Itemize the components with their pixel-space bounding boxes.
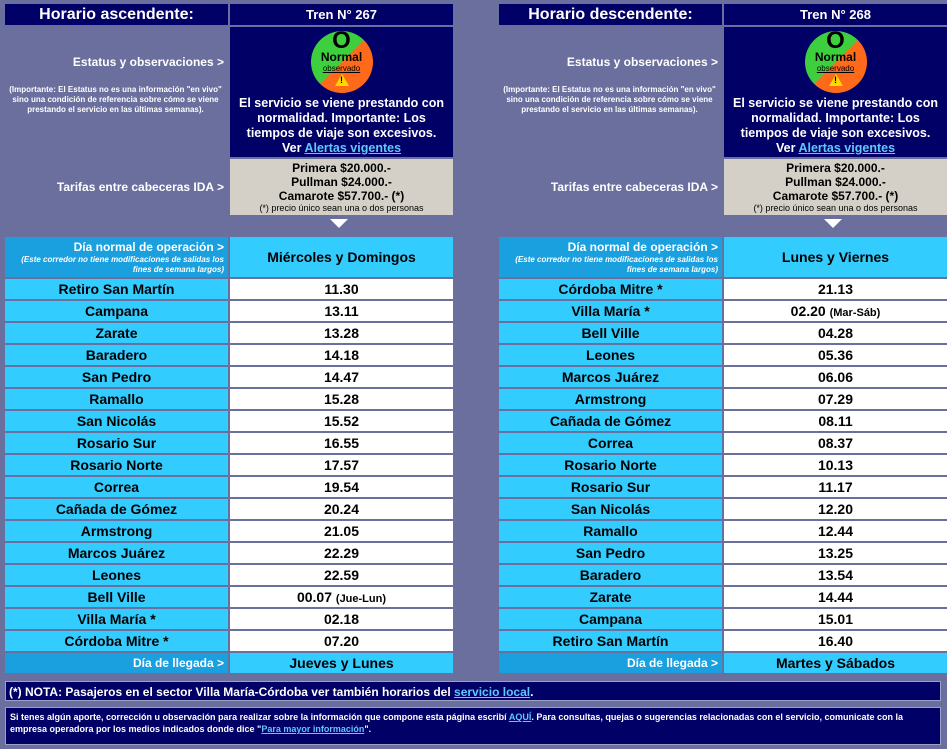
station-name: Baradero <box>499 565 722 585</box>
station-time: 14.18 <box>230 345 453 365</box>
station-name: Cañada de Gómez <box>499 411 722 431</box>
status-badge-sub: observado <box>322 64 361 73</box>
arrival-days: Martes y Sábados <box>724 653 947 673</box>
station-time: 17.57 <box>230 455 453 475</box>
contribute-link[interactable]: AQUÍ <box>508 712 532 722</box>
station-name: Armstrong <box>5 521 228 541</box>
station-time-note: (Jue-Lun) <box>335 593 387 605</box>
station-name: Córdoba Mitre * <box>5 631 228 651</box>
note-text: (*) NOTA: Pasajeros en el sector Villa María-Córdoba ver también horarios del <box>9 685 451 699</box>
station-name: Villa María * <box>5 609 228 629</box>
status-letter: O <box>826 31 845 54</box>
station-time: 16.55 <box>230 433 453 453</box>
status-badge <box>805 31 867 93</box>
operation-label: Día normal de operación > <box>567 240 718 254</box>
station-time: 07.29 <box>724 389 947 409</box>
status-message: El servicio se viene prestando con normalidad. Importante: Los tiempos de viaje son excesivos. <box>239 96 444 140</box>
station-name: Marcos Juárez <box>499 367 722 387</box>
operation-note: (Este corredor no tiene modificaciones de salidas los fines de semana largos) <box>515 255 718 274</box>
station-name: Retiro San Martín <box>5 279 228 299</box>
station-time: 02.18 <box>230 609 453 629</box>
warning-mark: ! <box>834 75 837 85</box>
status-note: (Importante: El Estatus no es una información "en vivo" sino una condición de referencia sobre cómo se viene prestando el servicio en las últimas semanas). <box>9 85 222 114</box>
operation-days: Miércoles y Domingos <box>230 237 453 277</box>
station-time: 02.20 <box>790 303 826 319</box>
station-time: 21.13 <box>724 279 947 299</box>
station-name: Córdoba Mitre * <box>499 279 722 299</box>
train-number: Tren N° 268 <box>724 4 947 25</box>
status-label: Estatus y observaciones > <box>72 55 224 69</box>
station-name: Correa <box>5 477 228 497</box>
alerts-prefix: Ver <box>281 141 302 155</box>
station-time: 08.11 <box>724 411 947 431</box>
status-badge-label: Normal <box>320 50 363 64</box>
station-time: 13.25 <box>724 543 947 563</box>
fare-camarote: Camarote $57.700.- (*) <box>278 189 405 203</box>
station-name: San Pedro <box>499 543 722 563</box>
note-bar <box>5 681 941 701</box>
schedule-title: Horario ascendente: <box>5 4 228 25</box>
local-service-link[interactable]: servicio local <box>454 685 531 699</box>
down-arrow-icon <box>824 219 842 228</box>
station-name: Bell Ville <box>5 587 228 607</box>
schedule-title: Horario descendente: <box>499 4 722 25</box>
status-label: Estatus y observaciones > <box>566 55 718 69</box>
station-time: 08.37 <box>724 433 947 453</box>
station-time: 04.28 <box>724 323 947 343</box>
fares-label: Tarifas entre cabeceras IDA > <box>56 180 224 194</box>
down-arrow-icon <box>330 219 348 228</box>
station-time: 15.52 <box>230 411 453 431</box>
status-badge <box>311 31 373 93</box>
station-name: Campana <box>5 301 228 321</box>
station-name: San Nicolás <box>499 499 722 519</box>
station-name: Rosario Sur <box>5 433 228 453</box>
fare-note: (*) precio único sean una o dos personas <box>259 203 424 213</box>
station-time: 14.47 <box>230 367 453 387</box>
station-time: 16.40 <box>724 631 947 651</box>
operation-label: Día normal de operación > <box>73 240 224 254</box>
station-time: 22.29 <box>230 543 453 563</box>
station-name: Retiro San Martín <box>499 631 722 651</box>
fare-primera: Primera $20.000.- <box>292 161 391 175</box>
alerts-link[interactable]: Alertas vigentes <box>304 141 402 155</box>
alerts-link[interactable]: Alertas vigentes <box>798 141 896 155</box>
station-name: Marcos Juárez <box>5 543 228 563</box>
operation-days: Lunes y Viernes <box>724 237 947 277</box>
station-name: Leones <box>499 345 722 365</box>
station-time: 21.05 <box>230 521 453 541</box>
station-name: Villa María * <box>499 301 722 321</box>
warning-mark: ! <box>340 75 343 85</box>
station-time: 11.30 <box>230 279 453 299</box>
station-name: San Pedro <box>5 367 228 387</box>
arrival-label: Día de llegada > <box>5 653 228 673</box>
station-time: 19.54 <box>230 477 453 497</box>
station-time: 15.28 <box>230 389 453 409</box>
station-time: 07.20 <box>230 631 453 651</box>
station-time: 11.17 <box>724 477 947 497</box>
station-time: 06.06 <box>724 367 947 387</box>
status-note: (Importante: El Estatus no es una información "en vivo" sino una condición de referencia sobre cómo se viene prestando el servicio en las últimas semanas). <box>503 85 716 114</box>
fare-camarote: Camarote $57.700.- (*) <box>772 189 899 203</box>
station-time: 13.54 <box>724 565 947 585</box>
station-time: 05.36 <box>724 345 947 365</box>
station-time: 12.20 <box>724 499 947 519</box>
station-name: Rosario Sur <box>499 477 722 497</box>
fares-label: Tarifas entre cabeceras IDA > <box>550 180 718 194</box>
more-info-link[interactable]: Para mayor información <box>261 724 365 734</box>
footer <box>5 707 941 745</box>
operation-note: (Este corredor no tiene modificaciones de salidas los fines de semana largos) <box>21 255 224 274</box>
arrival-label: Día de llegada > <box>499 653 722 673</box>
station-name: Leones <box>5 565 228 585</box>
station-name: Bell Ville <box>499 323 722 343</box>
status-badge-label: Normal <box>814 50 857 64</box>
train-number: Tren N° 267 <box>230 4 453 25</box>
ascending-schedule <box>5 4 453 675</box>
status-badge-sub: observado <box>816 64 855 73</box>
footer-text: . Para consultas, quejas o sugerencias relacionadas con el servicio, comunicate con la empresa operadora por los medios indicados donde dice " <box>10 712 903 734</box>
station-name: Ramallo <box>499 521 722 541</box>
station-name: Armstrong <box>499 389 722 409</box>
station-name: Zarate <box>5 323 228 343</box>
station-name: Rosario Norte <box>5 455 228 475</box>
status-letter: O <box>332 31 351 54</box>
station-name: San Nicolás <box>5 411 228 431</box>
fare-primera: Primera $20.000.- <box>786 161 885 175</box>
fare-note: (*) precio único sean una o dos personas <box>753 203 918 213</box>
descending-schedule <box>499 4 947 675</box>
footer-text: Si tenes algún aporte, corrección u observación para realizar sobre la información que compone esta página escribí <box>10 712 507 722</box>
status-message: El servicio se viene prestando con normalidad. Importante: Los tiempos de viaje son excesivos. <box>733 96 938 140</box>
fare-pullman: Pullman $24.000.- <box>291 175 392 189</box>
station-name: Baradero <box>5 345 228 365</box>
station-time: 00.07 <box>296 589 333 605</box>
station-time: 13.11 <box>230 301 453 321</box>
station-time: 15.01 <box>724 609 947 629</box>
fare-pullman: Pullman $24.000.- <box>785 175 886 189</box>
arrival-days: Jueves y Lunes <box>230 653 453 673</box>
station-time-note: (Mar-Sáb) <box>829 307 881 319</box>
station-time: 13.28 <box>230 323 453 343</box>
station-name: Cañada de Gómez <box>5 499 228 519</box>
station-time: 20.24 <box>230 499 453 519</box>
station-name: Zarate <box>499 587 722 607</box>
station-name: Correa <box>499 433 722 453</box>
station-name: Rosario Norte <box>499 455 722 475</box>
station-name: Campana <box>499 609 722 629</box>
station-name: Ramallo <box>5 389 228 409</box>
station-time: 14.44 <box>724 587 947 607</box>
station-time: 10.13 <box>724 455 947 475</box>
alerts-prefix: Ver <box>775 141 796 155</box>
note-suffix: . <box>530 685 534 699</box>
station-time: 22.59 <box>230 565 453 585</box>
footer-text: ". <box>364 724 372 734</box>
station-time: 12.44 <box>724 521 947 541</box>
